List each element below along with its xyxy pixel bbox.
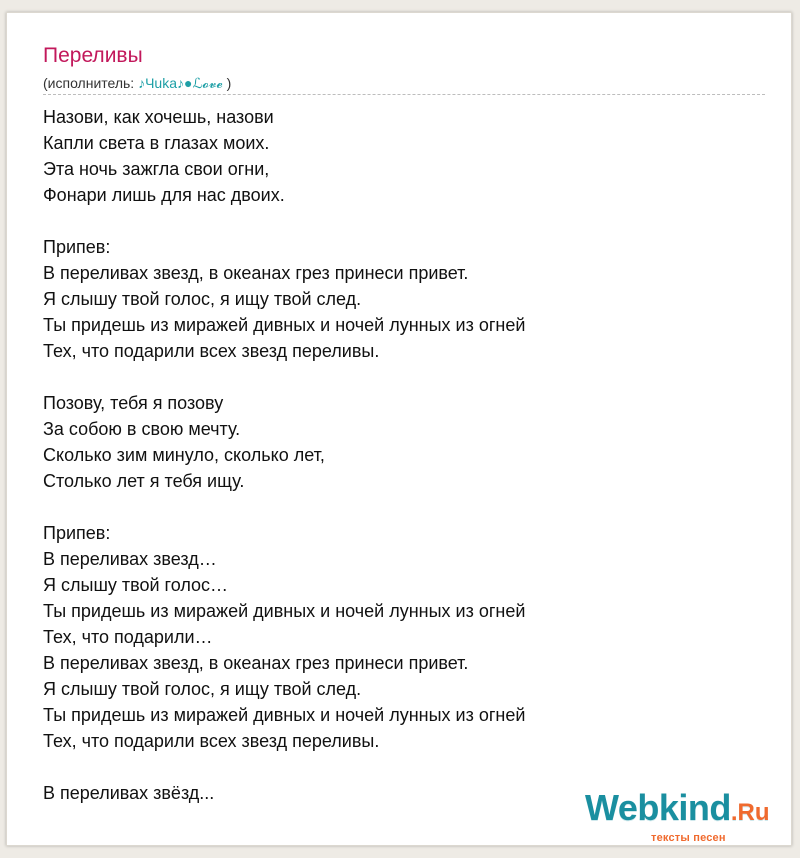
logo-wordmark: [585, 788, 770, 833]
lyrics-line: Я слышу твой голос…: [43, 575, 229, 595]
lyrics-block: [43, 104, 763, 806]
song-title: Переливы: [43, 44, 143, 67]
logo-tld: .Ru: [730, 799, 770, 826]
lyrics-blank-line: [43, 494, 763, 520]
lyrics-line: За собою в свою мечту.: [43, 419, 241, 439]
lyrics-line: В переливах звёзд...: [43, 783, 215, 803]
artist-prefix: (исполнитель:: [43, 75, 139, 91]
lyrics-blank-line: [43, 364, 763, 390]
lyrics-line: В переливах звезд…: [43, 549, 217, 569]
lyrics-line: В переливах звезд, в океанах грез принеси привет.: [43, 263, 469, 283]
title-divider: [43, 94, 765, 95]
artist-line: [43, 74, 231, 92]
logo-tagline: тексты песен: [651, 832, 726, 844]
artist-link[interactable]: ♪Чuka♪●ℒ𝓸𝓿𝓮: [138, 75, 223, 91]
lyrics-line: Тех, что подарили…: [43, 627, 213, 647]
lyrics-line: Тех, что подарили всех звезд переливы.: [43, 341, 380, 361]
lyrics-line: Я слышу твой голос, я ищу твой след.: [43, 679, 362, 699]
lyrics-line: Сколько зим минуло, сколько лет,: [43, 445, 325, 465]
lyrics-line: Столько лет я тебя ищу.: [43, 471, 245, 491]
artist-suffix: ): [222, 75, 232, 91]
site-logo[interactable]: [585, 788, 785, 850]
lyrics-line: Назови, как хочешь, назови: [43, 107, 274, 127]
lyrics-blank-line: [43, 208, 763, 234]
lyrics-line: Фонари лишь для нас двоих.: [43, 185, 285, 205]
lyrics-line: Тех, что подарили всех звезд переливы.: [43, 731, 380, 751]
song-card: [6, 12, 792, 846]
lyrics-line: Эта ночь зажгла свои огни,: [43, 159, 270, 179]
lyrics-line: Я слышу твой голос, я ищу твой след.: [43, 289, 362, 309]
lyrics-line: Ты придешь из миражей дивных и ночей лунных из огней: [43, 705, 526, 725]
logo-brand: Webkind: [585, 787, 731, 828]
lyrics-line: Ты придешь из миражей дивных и ночей лунных из огней: [43, 601, 526, 621]
lyrics-line: В переливах звезд, в океанах грез принеси привет.: [43, 653, 469, 673]
lyrics-line: Припев:: [43, 523, 111, 543]
lyrics-line: Ты придешь из миражей дивных и ночей лунных из огней: [43, 315, 526, 335]
lyrics-line: Капли света в глазах моих.: [43, 133, 270, 153]
lyrics-blank-line: [43, 754, 763, 780]
lyrics-line: Позову, тебя я позову: [43, 393, 224, 413]
lyrics-line: Припев:: [43, 237, 111, 257]
